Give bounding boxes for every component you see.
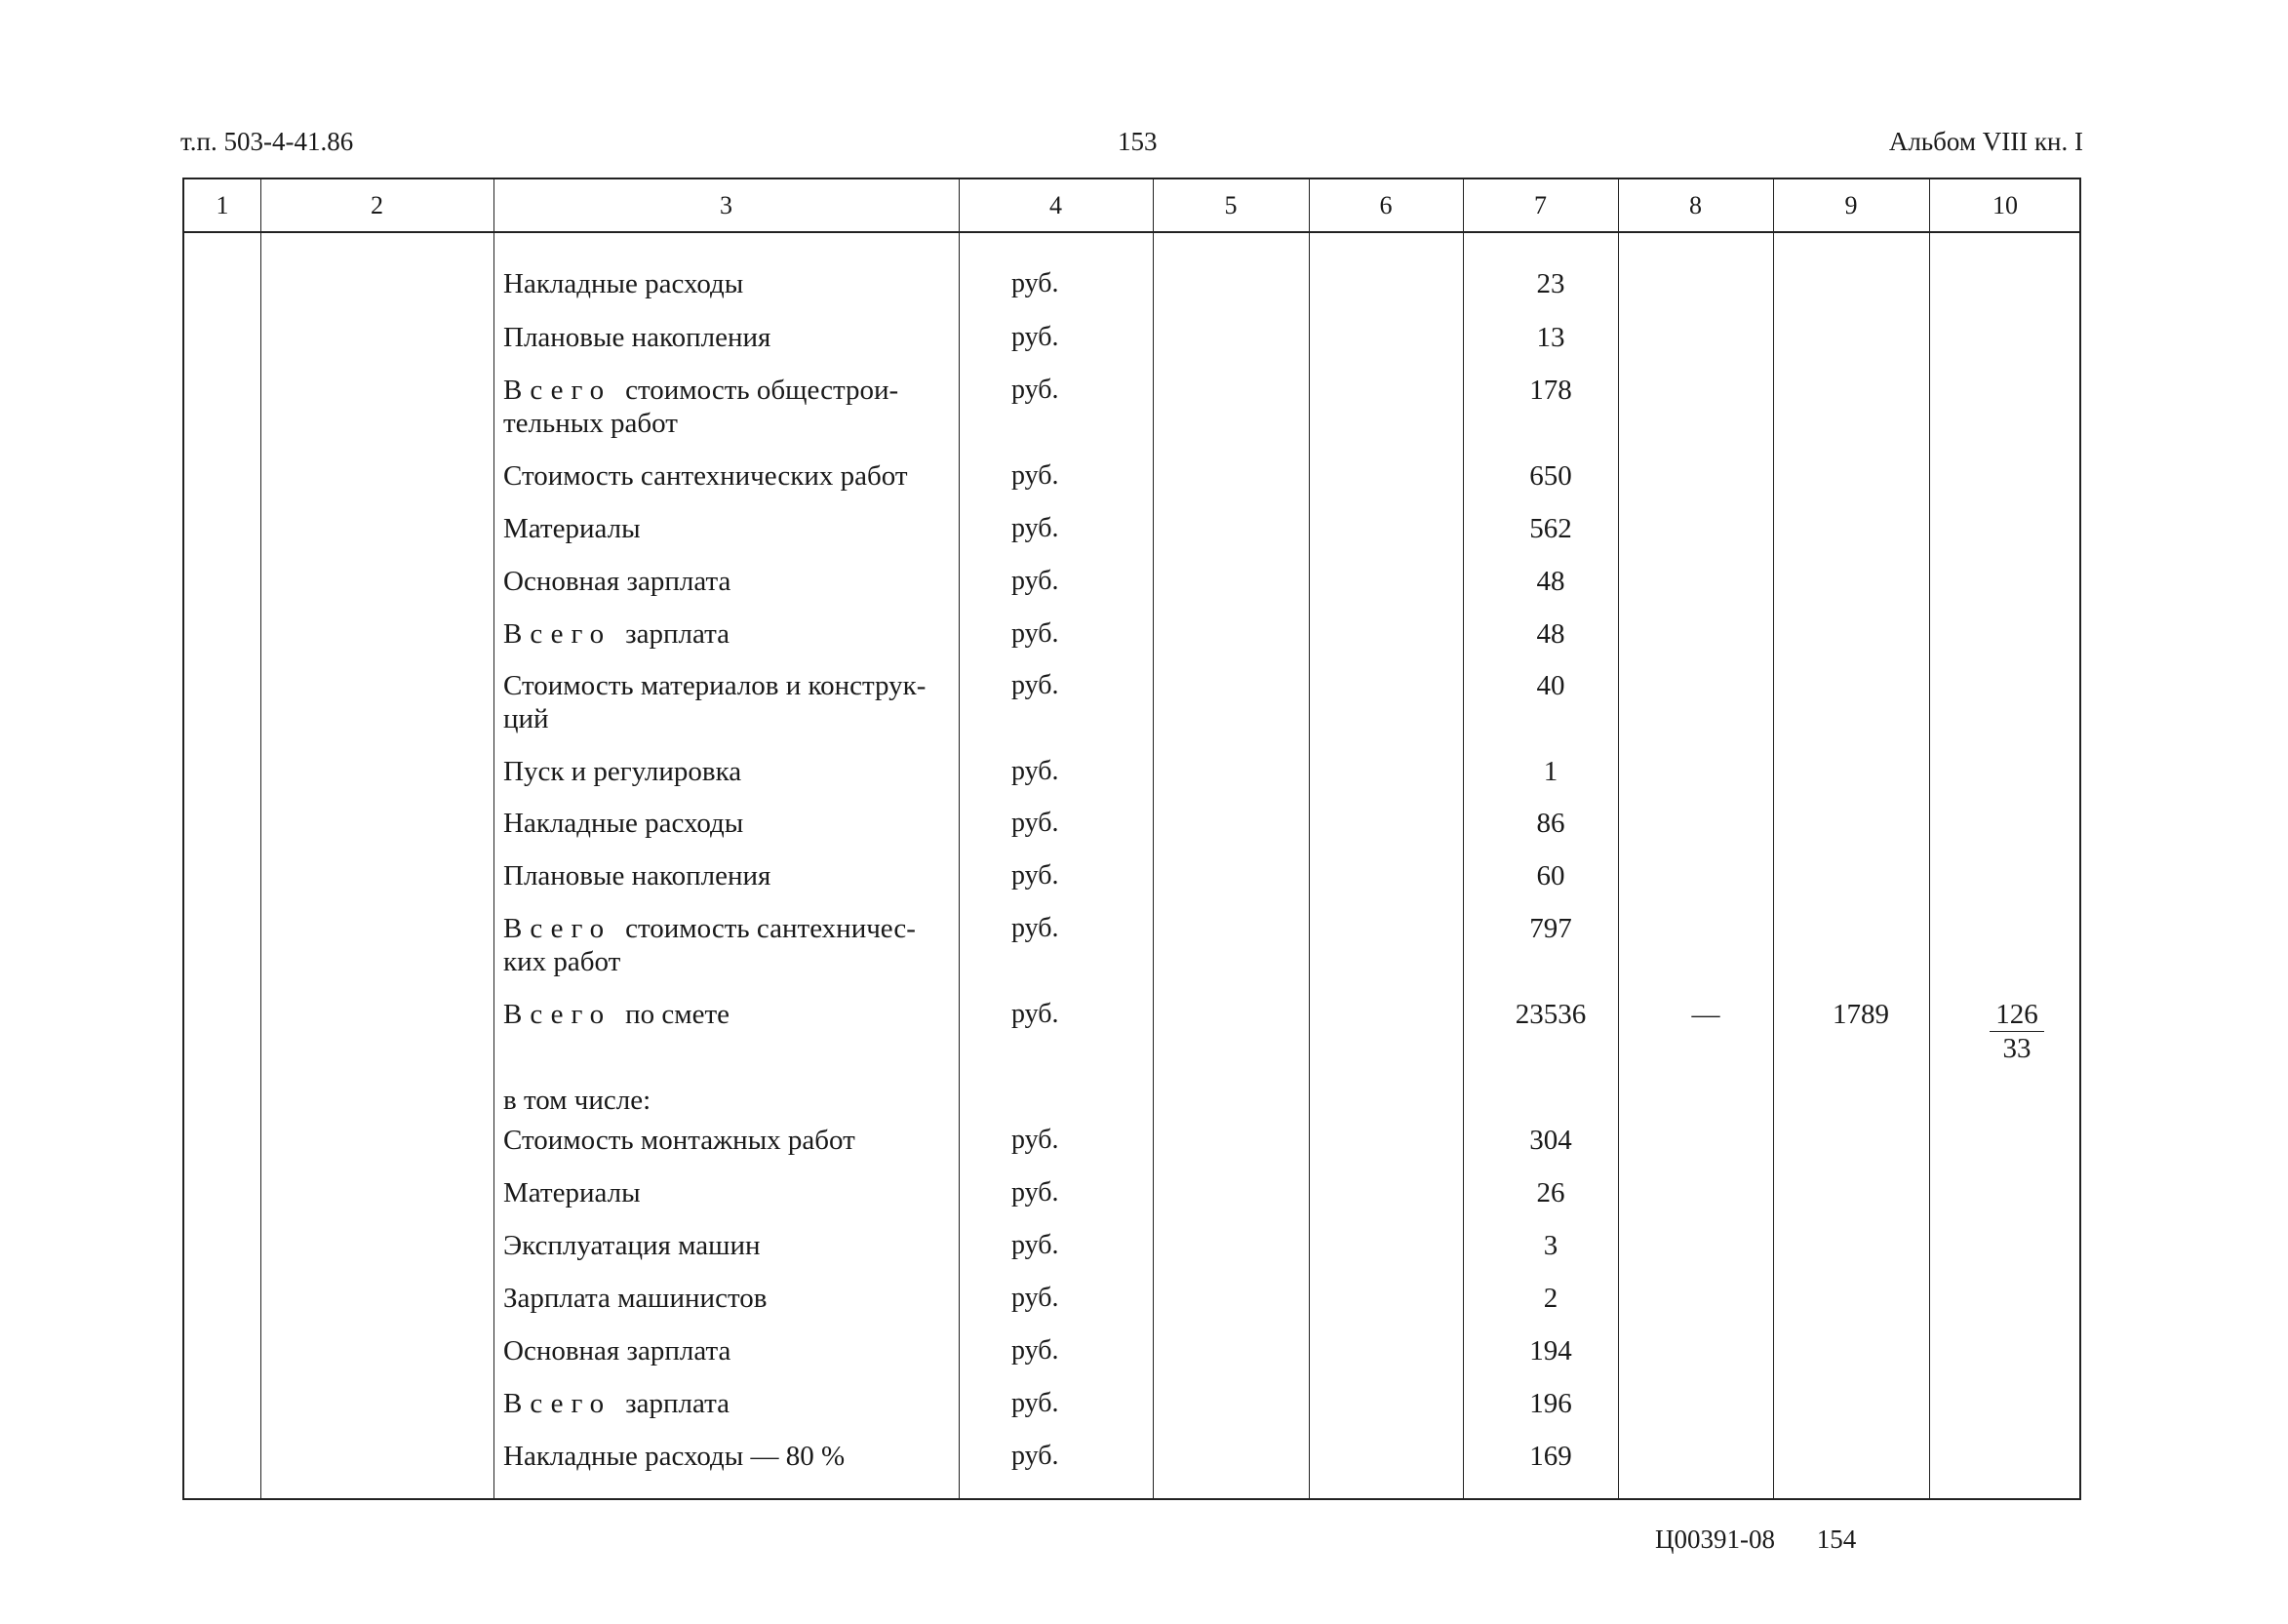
cost-value: 169 (1529, 1441, 1572, 1472)
unit: руб. (1011, 322, 1059, 352)
total-label: Всего (503, 618, 612, 650)
column-header-row (184, 179, 2079, 233)
unit: руб. (1011, 670, 1059, 700)
item-name (503, 459, 971, 493)
col8-value: — (1691, 999, 1720, 1030)
item-name (503, 998, 971, 1031)
item-name-text: Плановые накопления (503, 860, 771, 891)
item-name (503, 1387, 971, 1420)
column-divider (1773, 179, 1774, 1498)
column-number: 1 (216, 191, 229, 219)
item-name-text: Накладные расходы (503, 808, 744, 839)
column-number: 8 (1689, 191, 1702, 219)
col10-fraction (1941, 998, 2093, 1065)
column-number: 10 (1992, 191, 2018, 219)
cost-value: 3 (1543, 1230, 1558, 1261)
column-number: 3 (720, 191, 732, 219)
col9-value: 1789 (1833, 999, 1889, 1030)
cost-value: 48 (1536, 566, 1565, 597)
column-number: 4 (1049, 191, 1062, 219)
column-divider (493, 179, 494, 1498)
cost-value: 194 (1529, 1335, 1572, 1367)
cost-value: 48 (1536, 618, 1565, 650)
column-divider (260, 179, 261, 1498)
cost-value: 562 (1529, 513, 1572, 544)
item-name-text: Стоимость монтажных работ (503, 1125, 855, 1156)
item-name (503, 1440, 971, 1473)
item-name-text: зарплата (625, 1388, 730, 1419)
cost-value: 23536 (1515, 999, 1587, 1030)
column-divider (1618, 179, 1619, 1498)
item-name (503, 807, 971, 840)
column-number: 6 (1379, 191, 1393, 219)
cost-value: 86 (1536, 808, 1565, 839)
cost-value: 650 (1529, 460, 1572, 492)
cost-value: 304 (1529, 1125, 1572, 1156)
unit: руб. (1011, 1177, 1059, 1208)
column-number: 5 (1224, 191, 1238, 219)
unit: руб. (1011, 1125, 1059, 1155)
item-name-text: Материалы (503, 513, 641, 544)
item-name-text: в том числе: (503, 1085, 651, 1116)
item-name-text: Стоимость материалов и конструк- (503, 670, 927, 701)
total-label: Всего (503, 1388, 612, 1419)
unit: руб. (1011, 375, 1059, 405)
item-name-text: Накладные расходы (503, 268, 744, 299)
item-name-text: Стоимость сантехнических работ (503, 460, 908, 492)
item-name (503, 669, 971, 735)
footer-code: Ц00391-08 (1655, 1525, 1775, 1554)
item-name (503, 374, 971, 440)
item-name-text: Эксплуатация машин (503, 1230, 761, 1261)
column-number: 7 (1534, 191, 1547, 219)
page-number: 153 (1118, 127, 1158, 156)
cost-value: 40 (1536, 670, 1565, 701)
total-label: Всего (503, 375, 612, 406)
unit: руб. (1011, 460, 1059, 491)
item-name (503, 1282, 971, 1315)
cost-value: 1 (1543, 756, 1558, 787)
item-name (503, 321, 971, 354)
estimate-table (182, 178, 2081, 1500)
item-name (503, 565, 971, 598)
unit: руб. (1011, 1335, 1059, 1366)
item-name-text: Накладные расходы — 80 % (503, 1441, 846, 1472)
unit: руб. (1011, 913, 1059, 943)
item-name (503, 1334, 971, 1367)
item-name-text: Зарплата машинистов (503, 1283, 768, 1314)
item-name (503, 267, 971, 300)
column-number: 9 (1844, 191, 1858, 219)
column-divider (1929, 179, 1930, 1498)
unit: руб. (1011, 999, 1059, 1029)
unit: руб. (1011, 268, 1059, 298)
item-name (503, 1084, 971, 1117)
cost-value: 178 (1529, 375, 1572, 406)
item-name (503, 1176, 971, 1209)
cost-value: 797 (1529, 913, 1572, 944)
album-label: Альбом VIII кн. I (1888, 127, 2083, 156)
unit: руб. (1011, 618, 1059, 649)
unit: руб. (1011, 1230, 1059, 1260)
column-divider (1153, 179, 1154, 1498)
unit: руб. (1011, 566, 1059, 596)
item-name (503, 1124, 971, 1157)
column-divider (1463, 179, 1464, 1498)
item-name-text: зарплата (625, 618, 730, 650)
unit: руб. (1011, 1283, 1059, 1313)
item-name-continuation: тельных работ (503, 408, 678, 439)
cost-value: 2 (1543, 1283, 1558, 1314)
cost-value: 13 (1536, 322, 1565, 353)
cost-value: 23 (1536, 268, 1565, 299)
item-name-text: по смете (625, 999, 730, 1030)
item-name-text: Основная зарплата (503, 566, 731, 597)
column-divider (1309, 179, 1310, 1498)
item-name (503, 859, 971, 892)
unit: руб. (1011, 1388, 1059, 1418)
unit: руб. (1011, 1441, 1059, 1471)
item-name-text: Основная зарплата (503, 1335, 731, 1367)
column-divider (959, 179, 960, 1498)
item-name (503, 512, 971, 545)
item-name (503, 755, 971, 788)
cost-value: 26 (1536, 1177, 1565, 1208)
fraction-numerator: 126 (1990, 998, 2044, 1032)
document-code: т.п. 503-4-41.86 (180, 127, 354, 156)
unit: руб. (1011, 513, 1059, 543)
item-name-text: Пуск и регулировка (503, 756, 742, 787)
item-name (503, 912, 971, 978)
footer (1655, 1525, 1856, 1555)
item-name (503, 617, 971, 651)
total-label: Всего (503, 913, 612, 944)
total-label: Всего (503, 999, 612, 1030)
item-name (503, 1229, 971, 1262)
column-number: 2 (371, 191, 383, 219)
footer-page: 154 (1816, 1525, 1857, 1554)
unit: руб. (1011, 756, 1059, 786)
unit: руб. (1011, 808, 1059, 838)
unit: руб. (1011, 860, 1059, 891)
item-name-text: Материалы (503, 1177, 641, 1208)
cost-value: 196 (1529, 1388, 1572, 1419)
fraction-denominator: 33 (2002, 1033, 2032, 1064)
item-name-continuation: ких работ (503, 946, 621, 977)
item-name-text: стоимость общестрои- (625, 375, 899, 406)
item-name-continuation: ций (503, 703, 549, 734)
item-name-text: Плановые накопления (503, 322, 771, 353)
item-name-text: стоимость сантехничес- (625, 913, 916, 944)
cost-value: 60 (1536, 860, 1565, 891)
